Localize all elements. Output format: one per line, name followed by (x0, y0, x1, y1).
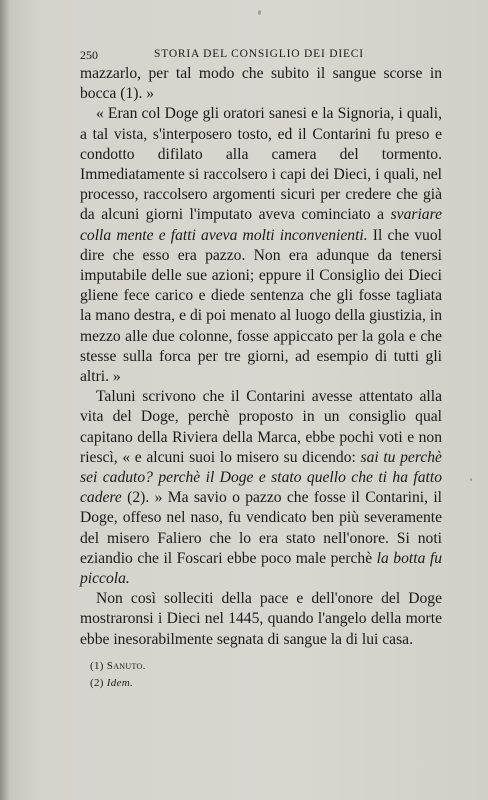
text-segment: Il che vuol dire che esso era pazzo. Non era adunque da tenersi imputabile delle sue azioni; eppure il Consiglio dei Dieci gliene fece carico e diede sentenza che gli fosse tagliata la mano destra, e di poi menato al luogo della giustizia, in mezzo alle due colonne, fosse appiccato per la gola e che stesse sulla forca per tre giorni, ad esempio di tutti gli altri. » (80, 226, 442, 386)
footnote-mark: (1) (90, 660, 104, 672)
paragraph (80, 387, 442, 589)
page-number: 250 (80, 48, 98, 62)
paper-speck (470, 478, 472, 481)
text-segment: « Eran col Doge gli oratori sanesi e la Signoria, i quali, a tal vista, s'interposero tosto, ed il Contarini fu preso e condotto difilato alla camera del tormento. Immediatamente si raccolsero i capi dei Dieci, i quali, nel processo, raccolsero argomenti sicuri per credere che già da alcuni giorni l'imputato aveva cominciato a (80, 105, 442, 224)
footnote-text: Idem. (106, 677, 134, 689)
paragraph (80, 64, 442, 104)
text-segment: mazzarlo, per tal modo che subito il sangue scorse in bocca (1). » (80, 65, 442, 103)
footnote-mark: (2) (90, 677, 104, 689)
paper-speck (258, 10, 261, 15)
paragraph (80, 104, 442, 387)
paragraph (80, 589, 442, 650)
italic-text: sai tu perchè sei caduto? perchè il Doge e stato quello che ti ha fatto cadere (80, 448, 442, 507)
footnote-text: Sanuto. (106, 660, 146, 672)
italic-text: svariare colla mente e fatti aveva molti inconvenienti. (80, 206, 442, 244)
running-header (80, 48, 432, 64)
italic-text: la botta fu piccola. (80, 549, 442, 588)
running-title: STORIA DEL CONSIGLIO DEI DIECI (154, 48, 364, 60)
text-segment: Non così solleciti della pace e dell'onore del Doge mostraronsi i Dieci nel 1445, quando l'angelo della morte ebbe inesorabilmente segnata di sangue la di lui casa. (80, 590, 442, 648)
text-segment: Taluni scrivono che il Contarini avesse attentato alla vita del Doge, perchè proposto in un consiglio qual capitano della Riviera della Marca, ebbe pochi voti e non riescì, « e alcuni suoi lo misero su dicendo: (80, 388, 442, 466)
text-segment: (2). » Ma savio o pazzo che fosse il Contarini, il Doge, offeso nel naso, fu vendicato ben più severamente del misero Faliero che lo era stato nell'onore. Si noti eziandio che il Foscari ebbe poco male perchè (80, 489, 442, 567)
body-text (80, 64, 442, 650)
footnote (90, 677, 133, 689)
footnote (90, 660, 146, 672)
